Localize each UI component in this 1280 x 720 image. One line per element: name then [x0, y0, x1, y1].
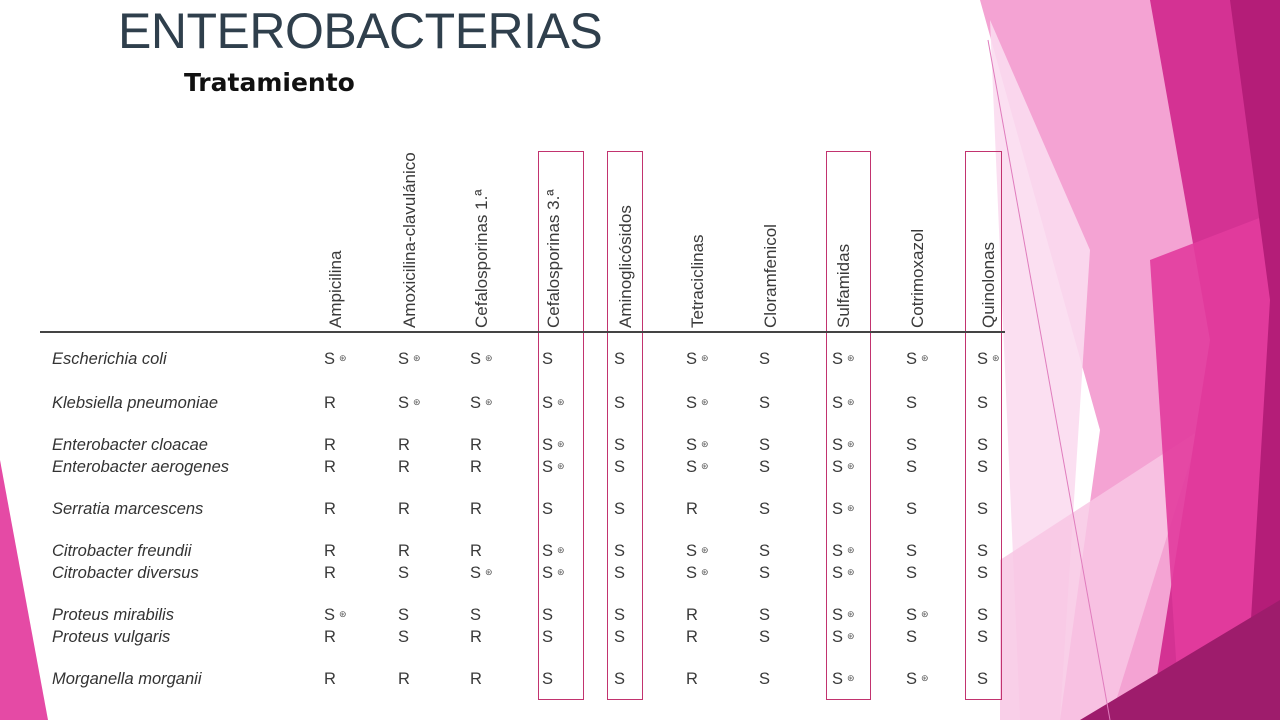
susceptibility-value: S [542, 436, 554, 454]
susceptibility-cell [398, 500, 434, 520]
footnote-mark-icon: ⊛ [847, 461, 855, 471]
susceptibility-value: S [832, 436, 844, 454]
susceptibility-cell [470, 350, 506, 370]
column-header-label: Quinolonas [979, 241, 998, 328]
footnote-mark-icon: ⊛ [557, 439, 565, 449]
footnote-mark-icon: ⊛ [701, 397, 709, 407]
susceptibility-cell [398, 628, 434, 648]
susceptibility-cell [324, 394, 360, 414]
susceptibility-cell [470, 436, 506, 456]
susceptibility-cell [759, 350, 795, 370]
susceptibility-value: S [614, 458, 626, 476]
susceptibility-cell [906, 606, 942, 626]
susceptibility-cell [324, 628, 360, 648]
susceptibility-value: S [614, 606, 626, 624]
susceptibility-cell [614, 350, 650, 370]
susceptibility-value: S [977, 606, 989, 624]
susceptibility-cell [759, 436, 795, 456]
susceptibility-cell [614, 500, 650, 520]
susceptibility-cell [398, 564, 434, 584]
susceptibility-cell [759, 606, 795, 626]
susceptibility-value: S [686, 350, 698, 368]
footnote-mark-icon: ⊛ [921, 353, 929, 363]
susceptibility-value: S [759, 500, 771, 518]
susceptibility-cell [977, 542, 1013, 562]
susceptibility-value: S [542, 542, 554, 560]
susceptibility-value: R [470, 436, 482, 454]
susceptibility-cell [686, 350, 722, 370]
susceptibility-value: S [832, 564, 844, 582]
susceptibility-cell [906, 458, 942, 478]
footnote-mark-icon: ⊛ [847, 353, 855, 363]
susceptibility-cell [324, 436, 360, 456]
footnote-mark-icon: ⊛ [847, 439, 855, 449]
susceptibility-cell [906, 350, 942, 370]
susceptibility-cell [977, 436, 1013, 456]
susceptibility-value: S [759, 458, 771, 476]
column-header-label: Cloramfenicol [761, 224, 780, 328]
susceptibility-value: S [977, 542, 989, 560]
susceptibility-cell [832, 394, 868, 414]
susceptibility-value: S [977, 500, 989, 518]
susceptibility-cell [398, 542, 434, 562]
susceptibility-value: R [470, 628, 482, 646]
susceptibility-cell [614, 458, 650, 478]
footnote-mark-icon: ⊛ [557, 461, 565, 471]
column-header-label: Aminoglicósidos [616, 205, 635, 328]
susceptibility-cell [542, 458, 578, 478]
susceptibility-value: S [470, 394, 482, 412]
susceptibility-value: S [906, 458, 918, 476]
column-header-label: Amoxicilina-clavulánico [400, 152, 419, 328]
slide-title: ENTEROBACTERIAS [118, 3, 603, 59]
column-header-label: Cefalosporinas 1.ª [472, 189, 491, 328]
susceptibility-value: S [906, 670, 918, 688]
footnote-mark-icon: ⊛ [701, 353, 709, 363]
susceptibility-value: S [398, 606, 410, 624]
susceptibility-value: S [832, 606, 844, 624]
susceptibility-cell [614, 670, 650, 690]
susceptibility-cell [686, 500, 722, 520]
column-header-label: Ampicilina [326, 250, 345, 328]
susceptibility-cell [324, 670, 360, 690]
footnote-mark-icon: ⊛ [557, 397, 565, 407]
susceptibility-cell [542, 542, 578, 562]
susceptibility-value: S [977, 628, 989, 646]
susceptibility-cell [542, 670, 578, 690]
footnote-mark-icon: ⊛ [847, 609, 855, 619]
susceptibility-cell [832, 670, 868, 690]
susceptibility-value: S [759, 606, 771, 624]
susceptibility-cell [398, 350, 434, 370]
susceptibility-cell [906, 394, 942, 414]
footnote-mark-icon: ⊛ [847, 631, 855, 641]
footnote-mark-icon: ⊛ [847, 545, 855, 555]
susceptibility-cell [977, 606, 1013, 626]
susceptibility-value: S [977, 350, 989, 368]
susceptibility-cell [977, 458, 1013, 478]
susceptibility-cell [832, 350, 868, 370]
susceptibility-value: S [906, 628, 918, 646]
susceptibility-value: R [324, 670, 336, 688]
susceptibility-cell [686, 628, 722, 648]
susceptibility-value: S [614, 542, 626, 560]
susceptibility-value: R [398, 670, 410, 688]
susceptibility-cell [759, 670, 795, 690]
susceptibility-value: S [759, 542, 771, 560]
column-header-label: Cefalosporinas 3.ª [544, 189, 563, 328]
susceptibility-cell [832, 628, 868, 648]
susceptibility-cell [977, 564, 1013, 584]
susceptibility-value: S [906, 350, 918, 368]
footnote-mark-icon: ⊛ [921, 673, 929, 683]
susceptibility-cell [906, 542, 942, 562]
susceptibility-cell [324, 542, 360, 562]
susceptibility-value: R [686, 670, 698, 688]
column-header-label: Tetraciclinas [688, 234, 707, 328]
susceptibility-cell [686, 436, 722, 456]
susceptibility-value: S [470, 564, 482, 582]
susceptibility-cell [686, 606, 722, 626]
susceptibility-value: S [614, 500, 626, 518]
susceptibility-value: S [906, 500, 918, 518]
susceptibility-value: S [542, 350, 554, 368]
susceptibility-value: S [832, 500, 844, 518]
footnote-mark-icon: ⊛ [847, 397, 855, 407]
susceptibility-cell [906, 564, 942, 584]
susceptibility-value: S [542, 670, 554, 688]
susceptibility-cell [542, 628, 578, 648]
susceptibility-value: S [614, 350, 626, 368]
susceptibility-value: S [542, 394, 554, 412]
susceptibility-value: S [906, 542, 918, 560]
susceptibility-value: S [759, 628, 771, 646]
susceptibility-value: S [470, 606, 482, 624]
susceptibility-cell [906, 628, 942, 648]
susceptibility-value: S [398, 350, 410, 368]
footnote-mark-icon: ⊛ [701, 439, 709, 449]
susceptibility-value: S [832, 394, 844, 412]
susceptibility-cell [470, 500, 506, 520]
susceptibility-cell [759, 458, 795, 478]
susceptibility-value: R [324, 500, 336, 518]
susceptibility-cell [470, 628, 506, 648]
susceptibility-cell [470, 458, 506, 478]
footnote-mark-icon: ⊛ [701, 461, 709, 471]
susceptibility-value: S [614, 436, 626, 454]
susceptibility-cell [324, 606, 360, 626]
susceptibility-value: R [324, 564, 336, 582]
susceptibility-cell [686, 542, 722, 562]
susceptibility-cell [614, 542, 650, 562]
susceptibility-value: S [542, 500, 554, 518]
susceptibility-value: S [686, 394, 698, 412]
susceptibility-value: R [324, 628, 336, 646]
susceptibility-cell [832, 500, 868, 520]
susceptibility-cell [324, 350, 360, 370]
organism-name: Citrobacter freundii [52, 542, 192, 560]
susceptibility-cell [759, 500, 795, 520]
column-header-label: Cotrimoxazol [908, 228, 927, 328]
susceptibility-value: R [324, 542, 336, 560]
susceptibility-cell [324, 500, 360, 520]
susceptibility-value: R [470, 670, 482, 688]
susceptibility-cell [906, 670, 942, 690]
susceptibility-value: S [542, 628, 554, 646]
susceptibility-value: S [977, 394, 989, 412]
susceptibility-value: S [906, 606, 918, 624]
susceptibility-value: S [542, 458, 554, 476]
susceptibility-value: S [906, 564, 918, 582]
organism-name: Serratia marcescens [52, 500, 204, 518]
organism-name: Enterobacter cloacae [52, 436, 208, 454]
susceptibility-value: S [470, 350, 482, 368]
susceptibility-value: S [686, 436, 698, 454]
footnote-mark-icon: ⊛ [485, 567, 493, 577]
footnote-mark-icon: ⊛ [413, 353, 421, 363]
susceptibility-cell [906, 436, 942, 456]
susceptibility-value: S [977, 436, 989, 454]
susceptibility-cell [759, 394, 795, 414]
susceptibility-value: R [470, 500, 482, 518]
susceptibility-cell [614, 628, 650, 648]
organism-name: Proteus mirabilis [52, 606, 174, 624]
footnote-mark-icon: ⊛ [557, 567, 565, 577]
susceptibility-cell [977, 500, 1013, 520]
susceptibility-value: R [686, 500, 698, 518]
susceptibility-cell [906, 500, 942, 520]
susceptibility-value: R [470, 542, 482, 560]
footnote-mark-icon: ⊛ [847, 673, 855, 683]
susceptibility-value: S [977, 564, 989, 582]
susceptibility-cell [542, 606, 578, 626]
susceptibility-cell [686, 564, 722, 584]
susceptibility-value: R [398, 458, 410, 476]
susceptibility-cell [759, 628, 795, 648]
footnote-mark-icon: ⊛ [847, 567, 855, 577]
susceptibility-value: S [759, 350, 771, 368]
susceptibility-cell [977, 394, 1013, 414]
footnote-mark-icon: ⊛ [413, 397, 421, 407]
susceptibility-cell [832, 606, 868, 626]
susceptibility-cell [614, 564, 650, 584]
susceptibility-value: S [759, 394, 771, 412]
susceptibility-cell [470, 606, 506, 626]
footnote-mark-icon: ⊛ [557, 545, 565, 555]
susceptibility-cell [542, 564, 578, 584]
susceptibility-value: S [614, 394, 626, 412]
susceptibility-cell [398, 606, 434, 626]
susceptibility-value: S [398, 564, 410, 582]
susceptibility-cell [832, 542, 868, 562]
susceptibility-value: S [398, 628, 410, 646]
susceptibility-value: S [614, 628, 626, 646]
footnote-mark-icon: ⊛ [701, 567, 709, 577]
susceptibility-cell [470, 670, 506, 690]
column-header-label: Sulfamidas [834, 243, 853, 328]
susceptibility-cell [686, 670, 722, 690]
footnote-mark-icon: ⊛ [921, 609, 929, 619]
susceptibility-cell [977, 628, 1013, 648]
susceptibility-value: S [614, 564, 626, 582]
susceptibility-cell [398, 394, 434, 414]
susceptibility-cell [542, 436, 578, 456]
susceptibility-cell [470, 394, 506, 414]
susceptibility-value: S [906, 394, 918, 412]
susceptibility-cell [614, 606, 650, 626]
susceptibility-value: R [686, 628, 698, 646]
susceptibility-value: S [906, 436, 918, 454]
susceptibility-cell [542, 350, 578, 370]
susceptibility-value: S [324, 350, 336, 368]
susceptibility-value: R [470, 458, 482, 476]
susceptibility-value: R [686, 606, 698, 624]
susceptibility-value: S [759, 670, 771, 688]
susceptibility-cell [686, 458, 722, 478]
susceptibility-cell [614, 394, 650, 414]
susceptibility-cell [832, 458, 868, 478]
slide-subtitle: Tratamiento [184, 68, 355, 97]
susceptibility-value: S [977, 670, 989, 688]
susceptibility-value: S [398, 394, 410, 412]
organism-name: Klebsiella pneumoniae [52, 394, 219, 412]
organism-name: Citrobacter diversus [52, 564, 199, 582]
susceptibility-cell [686, 394, 722, 414]
susceptibility-cell [832, 436, 868, 456]
susceptibility-cell [977, 350, 1013, 370]
susceptibility-value: S [614, 670, 626, 688]
organism-name: Escherichia coli [52, 350, 167, 368]
footnote-mark-icon: ⊛ [339, 353, 347, 363]
susceptibility-value: S [542, 564, 554, 582]
susceptibility-cell [398, 670, 434, 690]
susceptibility-cell [542, 394, 578, 414]
susceptibility-cell [977, 670, 1013, 690]
susceptibility-cell [542, 500, 578, 520]
susceptibility-value: R [324, 394, 336, 412]
organism-name: Proteus vulgaris [52, 628, 171, 646]
susceptibility-cell [470, 564, 506, 584]
susceptibility-value: S [686, 564, 698, 582]
susceptibility-cell [759, 564, 795, 584]
susceptibility-cell [614, 436, 650, 456]
susceptibility-cell [759, 542, 795, 562]
header-rule [40, 331, 1005, 333]
susceptibility-cell [832, 564, 868, 584]
footnote-mark-icon: ⊛ [339, 609, 347, 619]
susceptibility-cell [470, 542, 506, 562]
susceptibility-value: R [398, 500, 410, 518]
susceptibility-cell [398, 436, 434, 456]
footnote-mark-icon: ⊛ [992, 353, 1000, 363]
susceptibility-cell [324, 458, 360, 478]
organism-name: Enterobacter aerogenes [52, 458, 230, 476]
susceptibility-value: R [398, 542, 410, 560]
susceptibility-value: S [832, 628, 844, 646]
susceptibility-value: S [759, 436, 771, 454]
footnote-mark-icon: ⊛ [701, 545, 709, 555]
susceptibility-value: R [398, 436, 410, 454]
susceptibility-value: S [542, 606, 554, 624]
susceptibility-value: R [324, 458, 336, 476]
susceptibility-value: S [324, 606, 336, 624]
susceptibility-value: S [832, 458, 844, 476]
footnote-mark-icon: ⊛ [847, 503, 855, 513]
susceptibility-value: S [832, 350, 844, 368]
footnote-mark-icon: ⊛ [485, 397, 493, 407]
susceptibility-value: S [832, 542, 844, 560]
organism-name: Morganella morganii [52, 670, 202, 688]
susceptibility-cell [398, 458, 434, 478]
susceptibility-value: S [759, 564, 771, 582]
susceptibility-value: S [832, 670, 844, 688]
susceptibility-value: R [324, 436, 336, 454]
susceptibility-cell [324, 564, 360, 584]
susceptibility-value: S [686, 458, 698, 476]
footnote-mark-icon: ⊛ [485, 353, 493, 363]
susceptibility-value: S [977, 458, 989, 476]
susceptibility-value: S [686, 542, 698, 560]
